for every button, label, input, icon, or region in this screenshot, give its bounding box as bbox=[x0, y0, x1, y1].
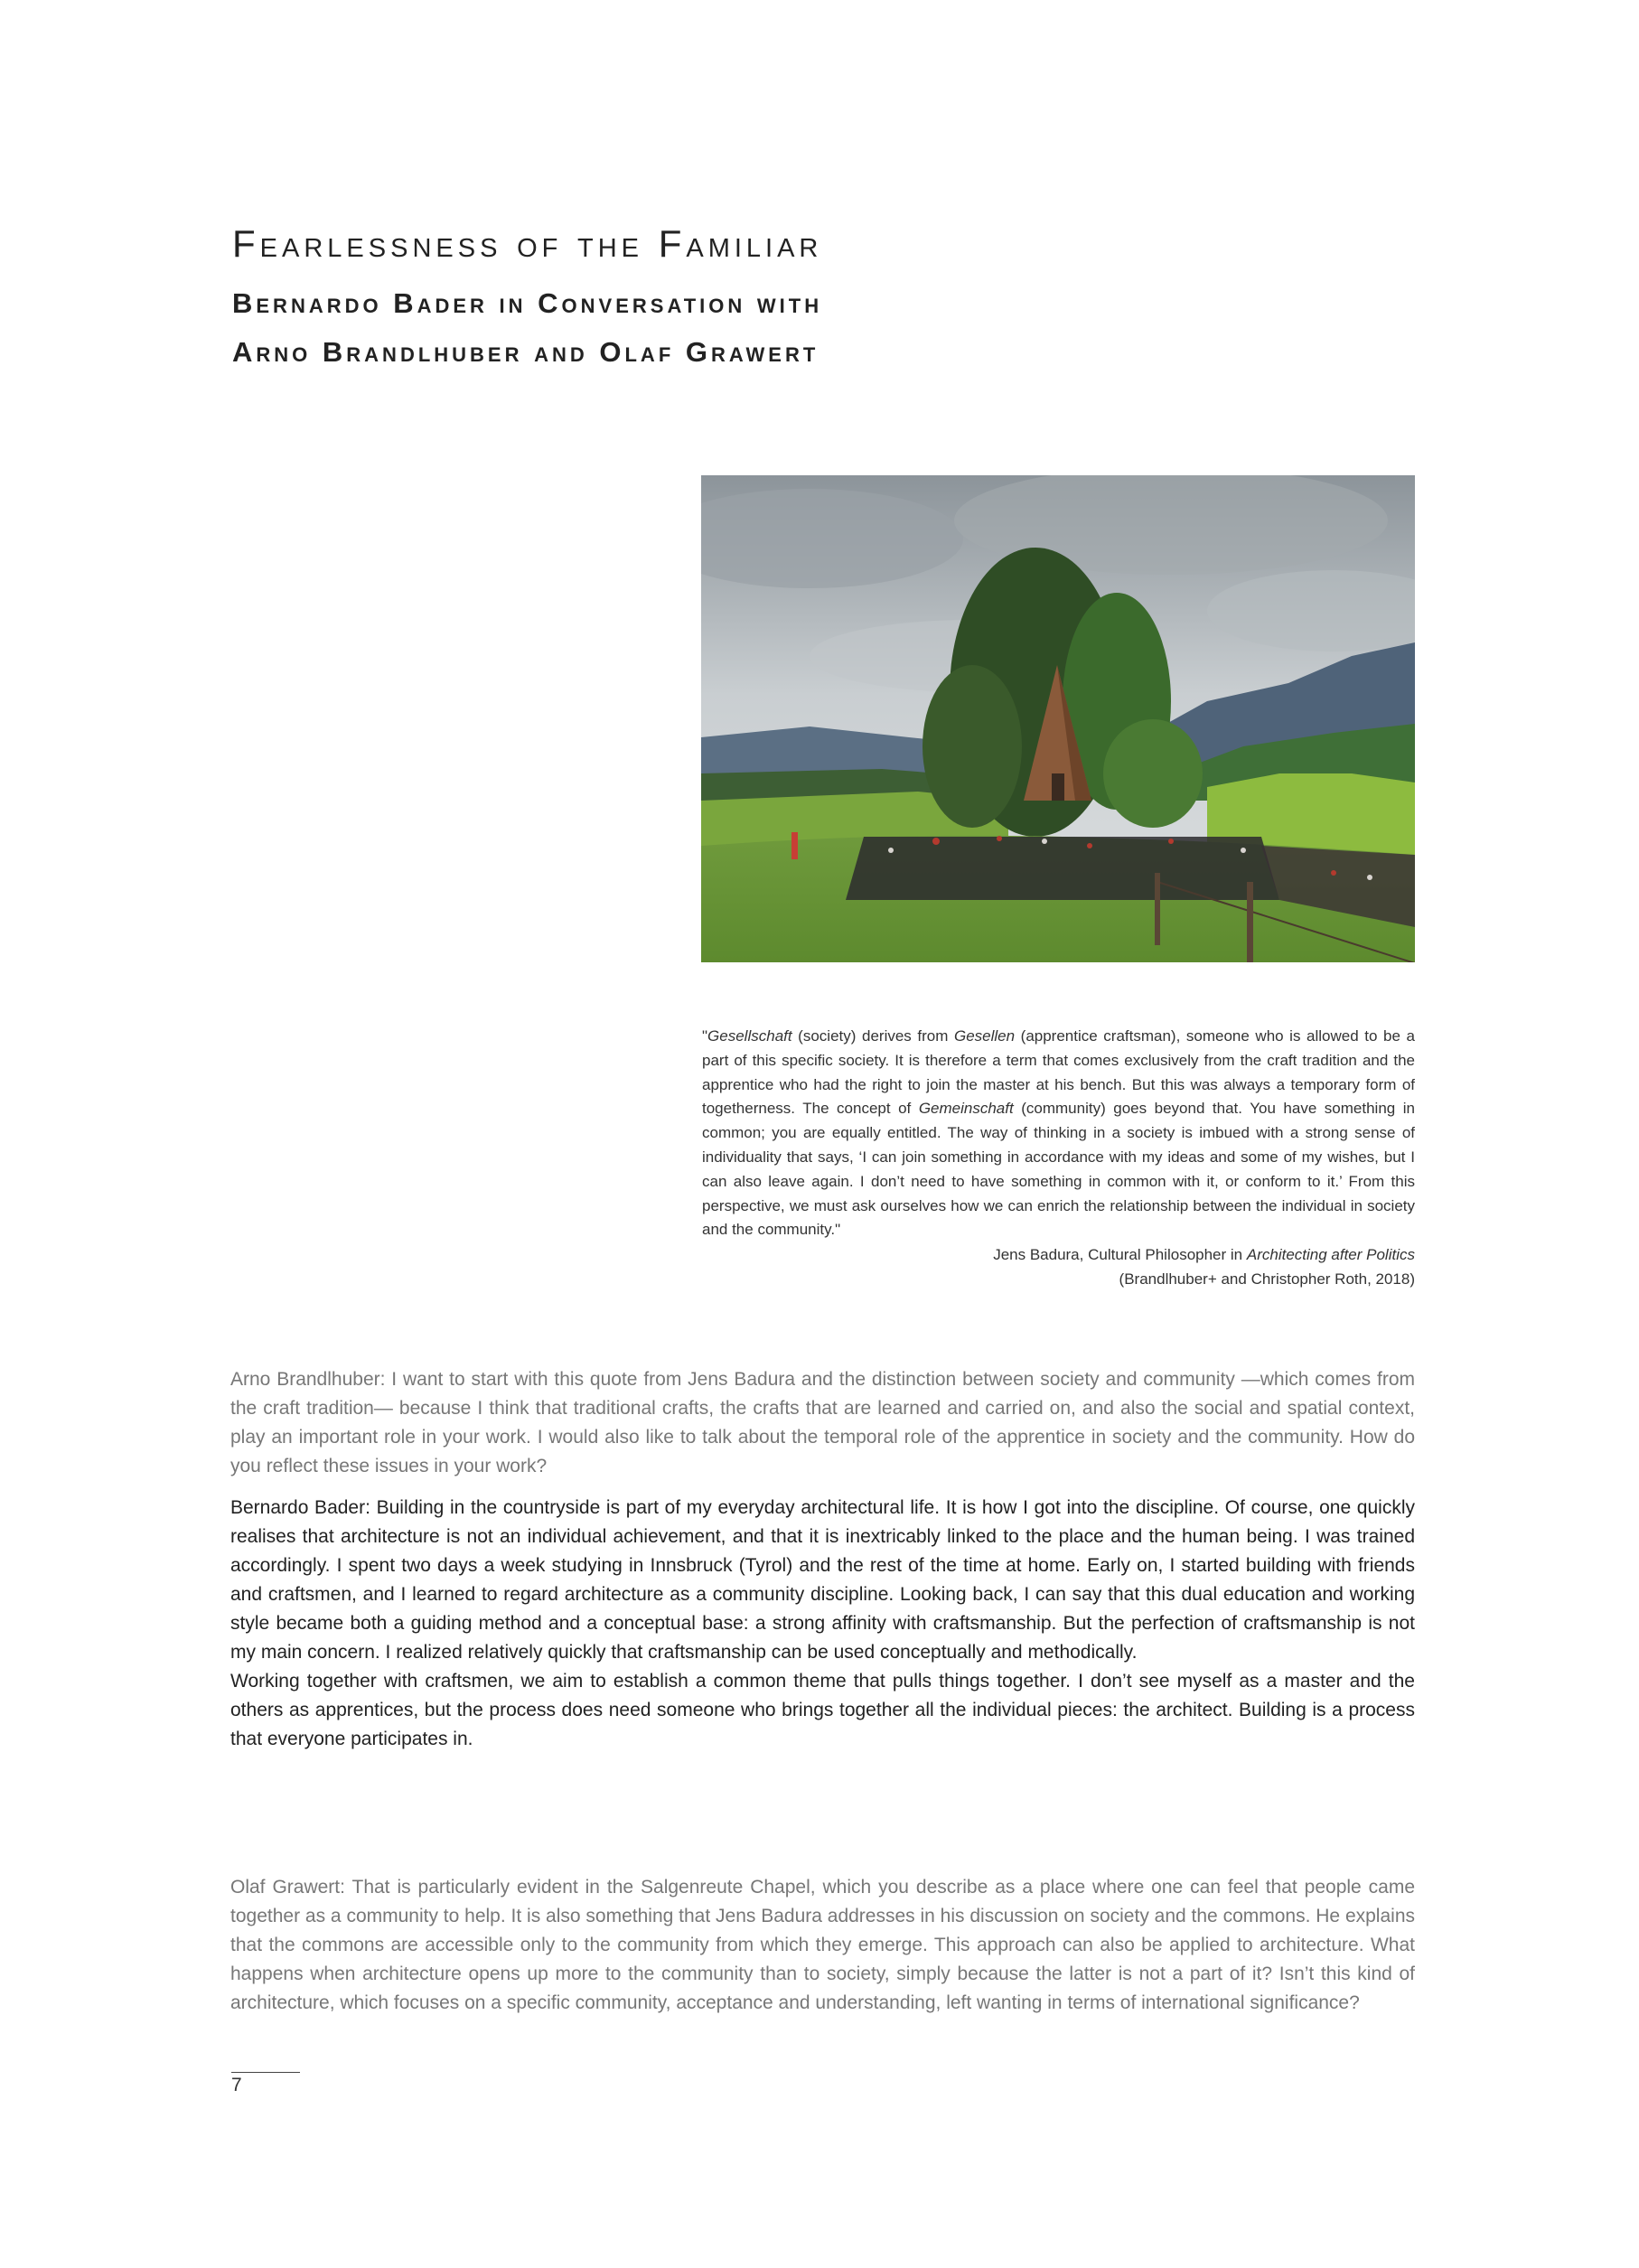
epigraph-quote: "Gesellschaft (society) derives from Gesellen (apprentice craftsman), someone who is allowed to be a part of this specific society. It is therefore a term that comes exclusively from the craft tradition and the apprentice who had the right to join the master at his bench. But this was always a temporary form of togetherness. The concept of Gemeinschaft (community) goes beyond that. You have something in common; you are equally entitled. The way of thinking in a society is imbued with a strong sense of individuality that says, ‘I can join something in accordance with my ideas and some of my wishes, but I can also leave again. I don’t need to have something in common with it, or conform to it.’ From this perspective, we must ask ourselves how we can enrich the relationship between the individual in society and the community." bbox=[702, 1027, 1415, 1239]
chapel-photo-icon bbox=[701, 475, 1415, 962]
quote-source: (Brandlhuber+ and Christopher Roth, 2018) bbox=[1119, 1270, 1415, 1288]
page-number: 7 bbox=[231, 2075, 242, 2095]
question-grawert: Olaf Grawert: That is particularly evident in the Salgenreute Chapel, which you describe as a place where one can feel that people came together as a community to help. It is also something that Jens Badura addresses in his discussion on society and the commons. He explains that the commons are accessible only to the community from which they emerge. This approach can also be applied to architecture. What happens when architecture opens up more to the community than to society, simply because the latter is not a part of it? Isn’t this kind of architecture, which focuses on a specific community, acceptance and understanding, left wanting in terms of international significance? bbox=[230, 1877, 1415, 2013]
question-brandlhuber: Arno Brandlhuber: I want to start with this quote from Jens Badura and the distinction between society and community —which comes from the craft tradition— because I think that traditional crafts, the crafts that are learned and carried on, and also the social and spatial context, play an important role in your work. I would also like to talk about the temporal role of the apprentice in society and the community. How do you reflect these issues in your work? bbox=[230, 1369, 1415, 1476]
subtitle-line-1: Bernardo Bader in Conversation with bbox=[232, 287, 823, 319]
answer-bader-para-2: Working together with craftsmen, we aim to establish a common theme that pulls things together. I don’t see myself as a master and the others as apprentices, but the process does need someone who brings together all the individual pieces: the architect. Building is a process that everyone participates in. bbox=[230, 1671, 1415, 1749]
chapel-photo bbox=[701, 475, 1415, 962]
page-title: Fearlessness of the Familiar bbox=[232, 222, 823, 265]
footer-rule bbox=[231, 2072, 300, 2073]
answer-bader bbox=[230, 1494, 1415, 1754]
quote-attribution: Jens Badura, Cultural Philosopher in Architecting after Politics bbox=[993, 1246, 1415, 1263]
answer-bader-para-1: Bernardo Bader: Building in the countryside is part of my everyday architectural life. It is how I got into the discipline. Of course, one quickly realises that architecture is not an individual achievement, and that it is inextricably linked to the place and the human being. I was trained accordingly. I spent two days a week studying in Innsbruck (Tyrol) and the rest of the time at home. Early on, I started building with friends and craftsmen, and I learned to regard architecture as a community discipline. Looking back, I can say that this dual education and working style became both a guiding method and a conceptual base: a strong affinity with craftsmanship. But the perfection of craftsmanship is not my main concern. I realized relatively quickly that craftsmanship can be used conceptually and methodically. bbox=[230, 1497, 1415, 1663]
subtitle-line-2: Arno Brandlhuber and Olaf Grawert bbox=[232, 336, 820, 368]
